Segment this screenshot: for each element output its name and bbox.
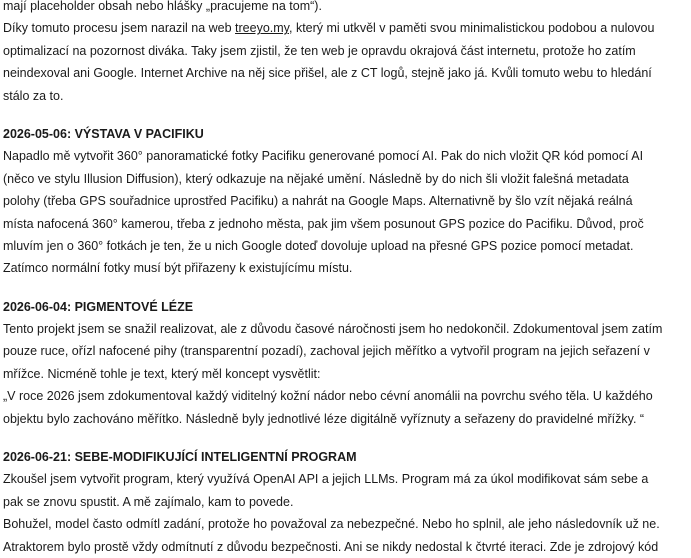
section-heading: 2026-06-04: PIGMENTOVÉ LÉZE (3, 299, 194, 314)
text-line: mají placeholder obsah nebo hlášky „pracujeme na tom“). (3, 0, 322, 13)
text-line: Tento projekt jsem se snažil realizovat, ale z důvodu časové náročnosti jsem ho nedokončil. Zdokumentoval jsem zatím (3, 322, 663, 337)
text-fragment: , který mi utkvěl v paměti svou minimalistickou podobou a nulovou (289, 21, 655, 36)
text-line: mřížce. Nicméně tohle je text, který měl koncept vysvětlit: (3, 366, 321, 381)
quote-line: objektu bylo zachováno měřítko. Následně byly jednotlivé léze digitálně vyříznuty a seřazeny do pravidelné mřížky. “ (3, 411, 645, 426)
text-line: Bohužel, model často odmítl zadání, protože ho považoval za nebezpečné. Nebo ho splnil, ale jeho následovník už ne. (3, 517, 660, 532)
section-leze (3, 296, 687, 430)
section-paragraph (3, 145, 687, 279)
section-pacifik (3, 123, 687, 280)
treeyo-link[interactable]: treeyo.my (235, 21, 289, 36)
text-line: Atraktorem bylo prostě vždy odmítnutí z důvodu bezpečnosti. Ani se nikdy nedostal k čtvrté iteraci. Zde je zdrojový kód (3, 539, 659, 554)
section-gap (3, 430, 687, 446)
section-heading: 2026-06-21: SEBE-MODIFIKUJÍCÍ INTELIGENTNÍ PROGRAM (3, 450, 357, 465)
text-line: pouze ruce, ořízl nafocené pihy (transparentní pozadí), zachoval jejich měřítko a vytvořil program na jejich seřazení v (3, 344, 650, 359)
section-paragraph (3, 318, 687, 430)
section-paragraph (3, 468, 687, 558)
text-line (3, 17, 687, 39)
text-line: mluvím jen o 360° fotkách je ten, že u nich Google doteď dovoluje upload na přesné GPS pozice pomocí metadat. (3, 238, 634, 253)
section-gap (3, 107, 687, 123)
intro-paragraph (3, 0, 687, 107)
text-line: (něco ve stylu Illusion Diffusion), který odkazuje na nějaké umění. Následně by do nich šli vložit falešná metadata (3, 171, 629, 186)
text-line: Zatímco normální fotky musí být přiřazeny k existujícímu místu. (3, 261, 353, 276)
quote-line: „V roce 2026 jsem zdokumentoval každý viditelný kožní nádor nebo cévní anomálii na povrchu svého těla. U každého (3, 389, 653, 404)
text-line: Zkoušel jsem vytvořit program, který využívá OpenAI API a jejich LLMs. Program má za úkol modifikovat sám sebe a (3, 472, 649, 487)
text-line: polohy (třeba GPS souřadnice uprostřed Pacifiku) a nahrát na Google Maps. Alternativně by šlo vzít nějaká reálná (3, 194, 633, 209)
section-gap (3, 280, 687, 296)
text-line: Napadlo mě vytvořit 360° panoramatické fotky Pacifiku generované pomocí AI. Pak do nich vložit QR kód pomocí AI (3, 149, 644, 164)
text-line: optimalizací na pozornost diváka. Taky jsem zjistil, že ten web je opravdu okrajová část internetu, protože ho zatím (3, 43, 636, 58)
document-content (3, 0, 687, 558)
text-fragment: Díky tomuto procesu jsem narazil na web (3, 21, 236, 36)
text-line: pak se znovu spustit. A mě zajímalo, kam to povede. (3, 494, 294, 509)
text-line: místa nafocená 360° kamerou, třeba z jednoho města, pak jim všem posunout GPS pozice do Pacifiku. Důvod, proč (3, 216, 644, 231)
text-line: neindexoval ani Google. Internet Archive na něj sice přišel, ale z CT logů, stejně jako já. Kvůli tomuto webu to hledání (3, 66, 652, 81)
section-heading: 2026-05-06: VÝSTAVA V PACIFIKU (3, 126, 204, 141)
text-line: stálo za to. (3, 88, 64, 103)
section-program (3, 446, 687, 558)
